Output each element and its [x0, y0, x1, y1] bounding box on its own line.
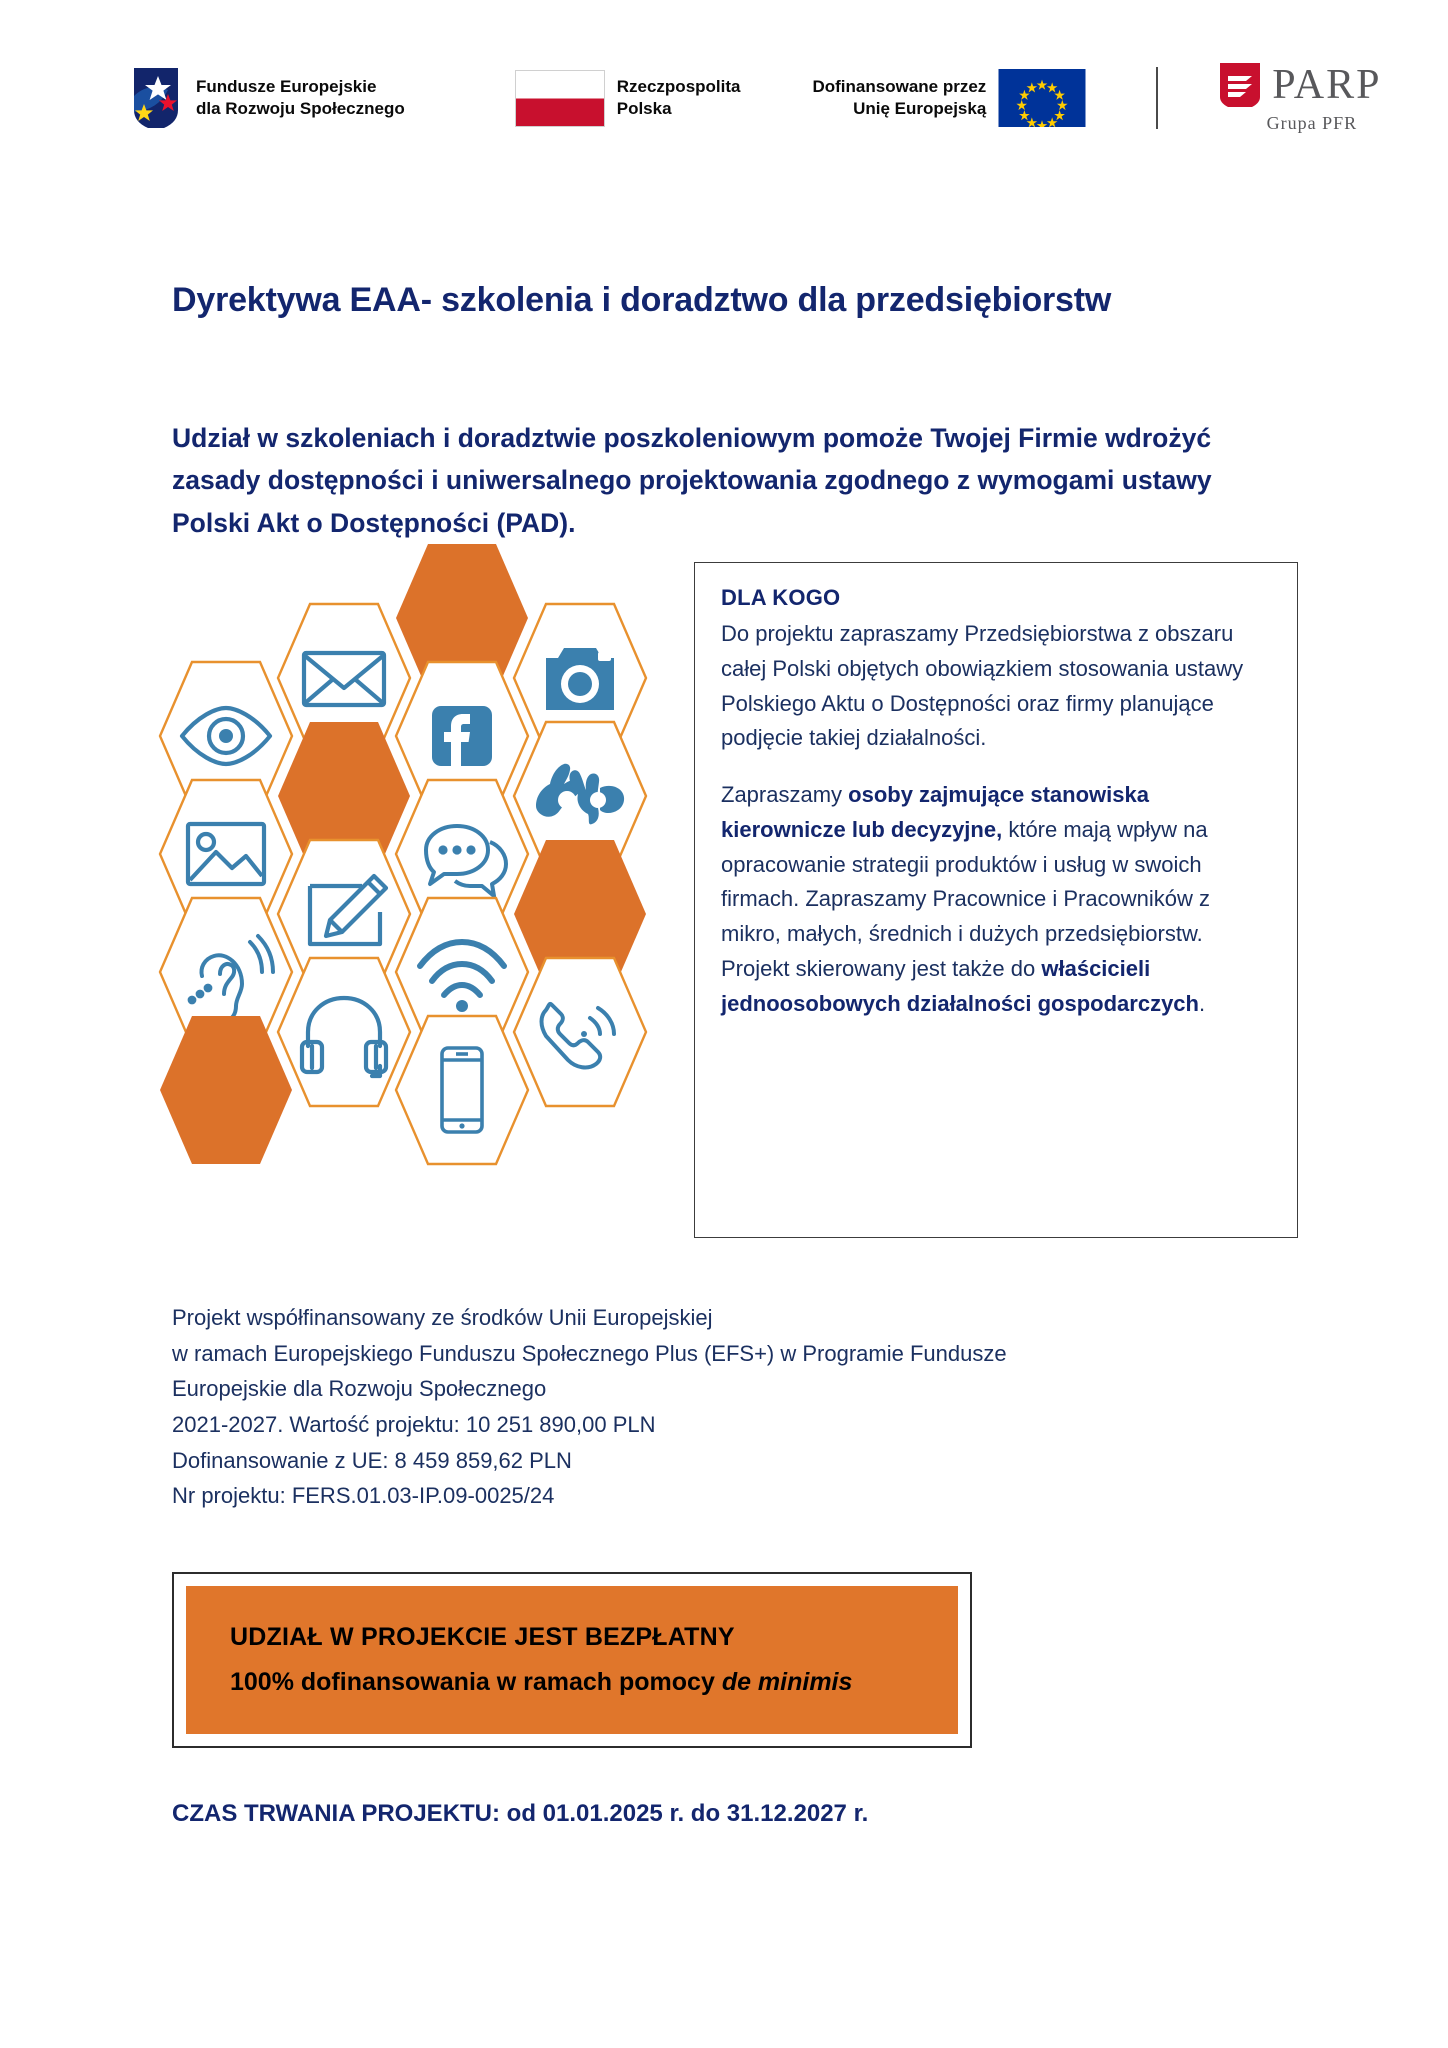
parp-mark-icon — [1220, 63, 1260, 107]
smartphone-icon — [394, 1012, 530, 1168]
poland-flag-icon — [515, 70, 605, 127]
accessibility-hexagon-cluster — [150, 540, 680, 1270]
project-duration: CZAS TRWANIA PROJEKTU: od 01.01.2025 r. do 31.12.2027 r. — [172, 1800, 869, 1827]
logo-divider — [1156, 67, 1158, 129]
eu-flag-icon — [998, 69, 1086, 127]
info-box-heading: DLA KOGO — [721, 585, 841, 610]
hex-cell-smartphone — [394, 1012, 530, 1168]
funding-line-3: Europejskie dla Rozwoju Społecznego — [172, 1376, 547, 1402]
parp-logo — [1220, 63, 1381, 134]
funding-line-1: Projekt współfinansowany ze środków Unii Europejskiej — [172, 1305, 713, 1330]
filled-hexagon — [158, 1012, 294, 1168]
fe-emblem-icon — [128, 66, 184, 130]
funding-line-5: Dofinansowanie z UE: 8 459 859,62 PLN — [172, 1447, 572, 1473]
banner-inner — [186, 1586, 958, 1734]
banner-line-2 — [230, 1668, 958, 1697]
lead-paragraph: Udział w szkoleniach i doradztwie poszkoleniowym pomoże Twojej Firmie wdrożyć zasady dostępności i uniwersalnego projektowania zgodnego z wymogami ustawy Polski Akt o Dostępności (PAD). — [172, 422, 1212, 539]
ue-logo-line2: Unię Europejską — [853, 99, 987, 118]
info-box-paragraph-2 — [721, 778, 1271, 1021]
rzeczpospolita-polska-logo — [515, 70, 741, 127]
unia-europejska-logo — [812, 69, 1086, 127]
fe-logo-line1: Fundusze Europejskie — [196, 77, 377, 97]
ue-logo-line1: Dofinansowane przez — [812, 77, 987, 97]
funding-info — [172, 1300, 1292, 1514]
info-p2-bold-owners: właścicieli jednoosobowych działalności gospodarczych — [721, 955, 1199, 1016]
pl-logo-line1: Rzeczpospolita — [616, 77, 741, 97]
parp-subtext: Grupa PFR — [1266, 112, 1358, 133]
page-title: Dyrektywa EAA- szkolenia i doradztwo dla przedsiębiorstw — [172, 280, 1112, 319]
fe-logo-line2: dla Rozwoju Społecznego — [196, 99, 405, 118]
headphones-icon — [276, 954, 412, 1110]
funding-line-4: 2021-2027. Wartość projektu: 10 251 890,00 PLN — [172, 1411, 656, 1437]
info-p2-part-c: które mają wpływ na opracowanie strategii produktów i usług w swoich firmach. Zapraszamy Pracownice i Pracowników z mikro, małych, średnich i dużych przedsiębiorstw. Projekt skierowany jest także do — [721, 816, 1211, 981]
parp-wordmark: PARP — [1272, 61, 1382, 108]
logo-bar — [0, 58, 1448, 138]
banner-line-2-text: 100% dofinansowania w ramach pomocy — [230, 1668, 722, 1696]
info-p2-part-e: . — [1198, 990, 1206, 1016]
banner-line-1: UDZIAŁ W PROJEKCIE JEST BEZPŁATNY — [230, 1623, 735, 1651]
dla-kogo-box — [694, 562, 1298, 1238]
info-p2-part-a: Zapraszamy — [721, 782, 849, 807]
hex-cell-phone-call — [512, 954, 648, 1110]
fe-logo-text — [196, 76, 405, 120]
pl-logo-text — [617, 76, 741, 120]
funding-line-2: w ramach Europejskiego Funduszu Społecznego Plus (EFS+) w Programie Fundusze — [172, 1340, 1007, 1366]
pl-logo-line2: Polska — [616, 99, 672, 118]
banner-de-minimis: de minimis — [721, 1668, 853, 1696]
parp-logo-row — [1220, 63, 1381, 107]
hex-cell-filled-1 — [158, 1012, 294, 1168]
funding-line-6: Nr projektu: FERS.01.03-IP.09-0025/24 — [172, 1483, 555, 1509]
info-p2-bold-roles: osoby zajmujące stanowiska kierownicze lub decyzyjne, — [721, 782, 1149, 842]
hex-cell-headphones — [276, 954, 412, 1110]
phone-call-icon — [512, 954, 648, 1110]
free-participation-banner — [172, 1572, 972, 1748]
fundusze-europejskie-logo — [128, 66, 405, 130]
info-box-paragraph-1: Do projektu zapraszamy Przedsiębiorstwa z obszaru całej Polski objętych obowiązkiem stosowania ustawy Polskiego Aktu o Dostępności oraz firmy planujące podjęcie takiej działalności. — [721, 621, 1244, 751]
ue-logo-text — [812, 76, 986, 120]
